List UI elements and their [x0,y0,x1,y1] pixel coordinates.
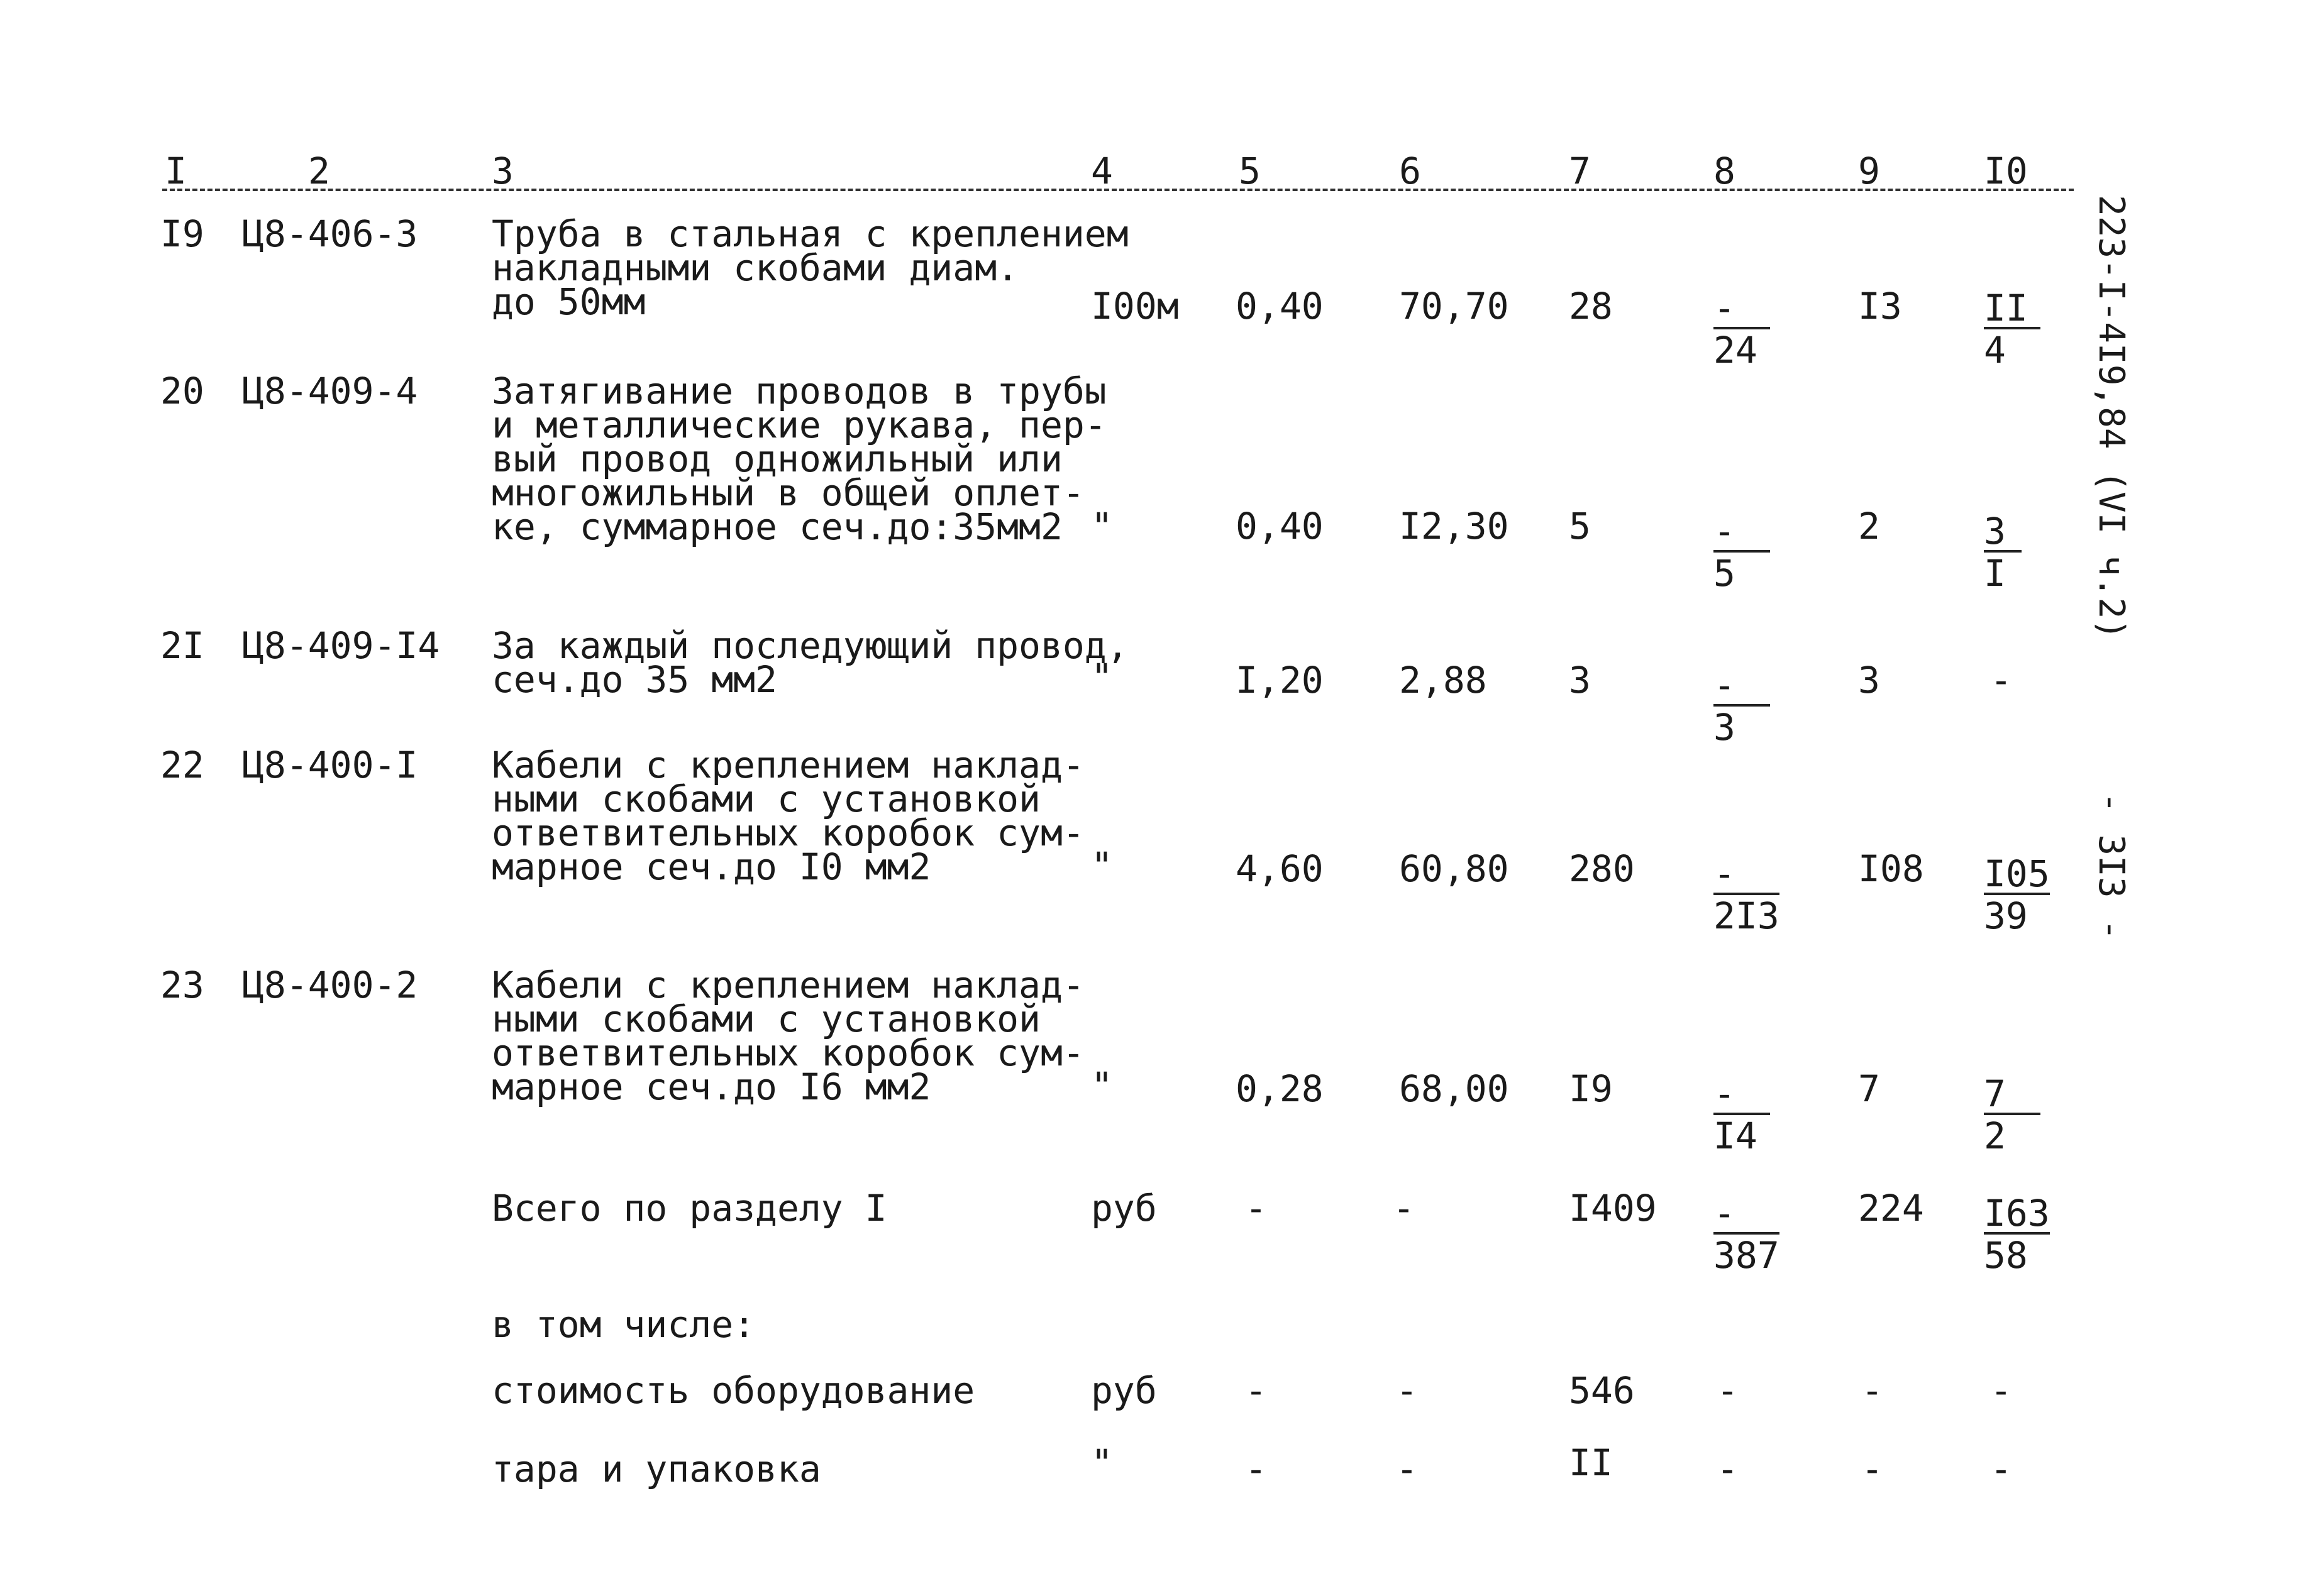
col10-value: - [1990,1369,2012,1412]
col8-fraction [1713,852,1779,937]
col10-top: 7 [1984,1075,2040,1115]
col-header-5: 5 [1239,150,1261,192]
row-number: 23 [160,964,204,1006]
unit: " [1091,1064,1113,1107]
unit: " [1091,505,1113,548]
col9-value: 7 [1858,1067,1880,1110]
equipment-label: стоимость оборудование [492,1369,975,1412]
unit: " [1091,656,1113,698]
col8-bottom: I4 [1713,1114,1757,1157]
unit: I00м [1091,285,1179,327]
total-cost: 280 [1569,847,1635,890]
unit-cost: I2,30 [1399,505,1509,548]
unit: руб [1091,1187,1157,1230]
total-cost: II [1569,1441,1613,1484]
unit: " [1091,1441,1113,1484]
col8-fraction [1713,1072,1770,1157]
col8-fraction [1713,666,1770,748]
col9-value: 2 [1858,505,1880,548]
unit: руб [1091,1369,1157,1412]
work-description: Кабели с креплением наклад- ными скобами с установкой ответвительных коробок сум- марное сеч.до I6 мм2 [492,964,1085,1108]
col8-value: - [1717,1448,1739,1490]
header-rule [162,189,2074,191]
col-header-7: 7 [1569,150,1591,192]
col8-top: - [1713,1075,1770,1115]
row-number: 22 [160,744,204,786]
col8-bottom: 2I3 [1713,894,1779,937]
total-cost: 5 [1569,505,1591,548]
rate-code: Ц8-406-3 [242,212,418,255]
col8-fraction [1713,289,1770,371]
total-cost: I9 [1569,1067,1613,1110]
col8-top: - [1713,512,1770,553]
col10-bottom: 4 [1984,329,2006,371]
col10-top: 3 [1984,512,2022,553]
col10-bottom: I [1984,552,2006,595]
unit-cost: - [1396,1369,1418,1412]
col-header-8: 8 [1713,150,1735,192]
rate-code: Ц8-400-I [242,744,418,786]
work-description: Затягивание проводов в трубы и металлические рукава, пер- вый провод одножильный или многожильный в общей оплет- ке, суммарное сеч.до:35мм2 [492,370,1107,548]
col10-fraction [1984,1072,2040,1157]
unit-cost: 70,70 [1399,285,1509,327]
col9-value: 3 [1858,659,1880,702]
col10-value: - [1990,659,2012,702]
quantity: 0,28 [1236,1067,1324,1110]
col10-fraction [1984,1194,2050,1276]
col10-value: - [1990,1448,2012,1490]
col-header-1: I [165,150,187,192]
rate-code: Ц8-409-4 [242,370,418,412]
page-number: - 3I3 - [2091,792,2132,941]
col9-value: I08 [1858,847,1924,890]
col10-bottom: 2 [1984,1114,2006,1157]
col9-value: - [1861,1369,1883,1412]
rate-code: Ц8-409-I4 [242,624,440,667]
quantity: 0,40 [1236,505,1324,548]
unit-cost: - [1393,1187,1415,1230]
col8-fraction [1713,512,1770,594]
col10-top: I05 [1984,852,2050,895]
col10-top: II [1984,289,2040,329]
col-header-3: 3 [492,150,514,192]
unit: " [1091,844,1113,887]
rate-code: Ц8-400-2 [242,964,418,1006]
col-header-6: 6 [1399,150,1421,192]
col8-bottom: 24 [1713,329,1757,371]
col8-bottom: 3 [1713,706,1735,749]
work-description: За каждый последующий провод, сеч.до 35 мм2 [492,624,1129,701]
total-cost: 3 [1569,659,1591,702]
col8-top: - [1713,289,1770,329]
col-header-4: 4 [1091,150,1113,192]
col8-top: - [1713,1194,1779,1235]
quantity: I,20 [1236,659,1324,702]
total-cost: I409 [1569,1187,1657,1230]
col8-bottom: 387 [1713,1234,1779,1277]
total-cost: 546 [1569,1369,1635,1412]
col10-bottom: 39 [1984,894,2028,937]
packaging-label: тара и упаковка [492,1448,821,1490]
quantity: 4,60 [1236,847,1324,890]
unit-cost: 60,80 [1399,847,1509,890]
total-label: Всего по разделу I [492,1187,887,1230]
col-header-2: 2 [308,150,330,192]
col10-fraction [1984,852,2050,937]
col9-value: I3 [1858,285,1902,327]
col10-bottom: 58 [1984,1234,2028,1277]
document-code: 223-I-4I9,84 (VI ч.2) [2091,195,2132,641]
row-number: 2I [160,624,204,667]
work-description: Труба в стальная с креплением накладными скобами диам. до 50мм [492,212,1129,323]
col10-fraction [1984,289,2040,371]
quantity: 0,40 [1236,285,1324,327]
col9-value: - [1861,1448,1883,1490]
col8-top: - [1713,666,1770,707]
col8-bottom: 5 [1713,552,1735,595]
total-cost: 28 [1569,285,1613,327]
col-header-10: I0 [1984,150,2028,192]
col8-fraction [1713,1194,1779,1276]
col10-top: I63 [1984,1192,2050,1235]
row-number: I9 [160,212,204,255]
quantity: - [1245,1448,1267,1490]
col8-top: - [1713,855,1779,895]
including-label: в том числе: [492,1303,756,1346]
col10-fraction [1984,512,2022,594]
col-header-9: 9 [1858,150,1880,192]
work-description: Кабели с креплением наклад- ными скобами с установкой ответвительных коробок сум- марное сеч.до I0 мм2 [492,744,1085,888]
quantity: - [1245,1187,1267,1230]
unit-cost: - [1396,1448,1418,1490]
row-number: 20 [160,370,204,412]
quantity: - [1245,1369,1267,1412]
col8-value: - [1717,1369,1739,1412]
unit-cost: 2,88 [1399,659,1487,702]
col9-value: 224 [1858,1187,1924,1230]
unit-cost: 68,00 [1399,1067,1509,1110]
